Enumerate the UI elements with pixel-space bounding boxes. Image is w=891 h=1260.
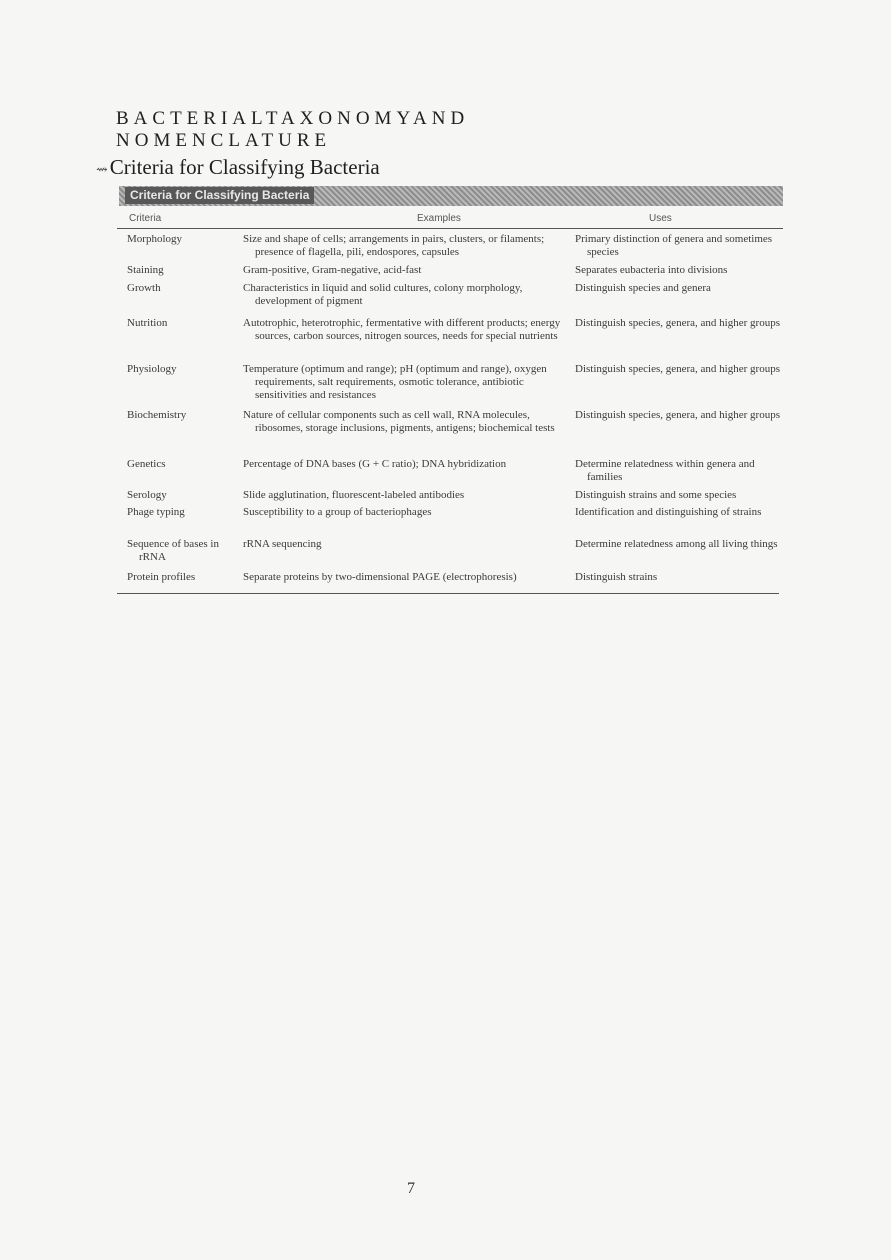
row-criteria: Growth [127,282,161,294]
row-criteria: Nutrition [127,317,168,329]
table-banner [119,186,783,206]
row-examples: Slide agglutination, fluorescent-labeled antibodies [243,489,465,501]
arrow-icon: ⇝ [96,163,108,178]
row-examples: Gram-positive, Gram-negative, acid-fast [243,264,422,276]
row-examples: rRNA sequencing [243,538,322,550]
row-uses: Determine relatedness among all living things [575,538,778,550]
row-criteria: Biochemistry [127,409,187,421]
header-examples: Examples [417,213,461,224]
table-bottom-rule [117,593,779,594]
row-uses: Determine relatedness within genera and families [575,458,755,483]
row-uses: Primary distinction of genera and sometimes species [575,233,773,258]
row-uses: Distinguish species and genera [575,282,711,294]
row-criteria: Sequence of bases in rRNA [127,538,219,563]
row-examples: Susceptibility to a group of bacteriophages [243,506,432,518]
section-title-text: Criteria for Classifying Bacteria [109,155,380,179]
row-criteria: Morphology [127,233,182,245]
row-uses: Distinguish species, genera, and higher groups [575,317,780,329]
header-criteria: Criteria [129,213,162,224]
row-criteria: Genetics [127,458,166,470]
table-banner-title: Criteria for Classifying Bacteria [125,187,314,204]
page-heading: BACTERIALTAXONOMYAND NOMENCLATURE [116,108,470,151]
row-uses: Distinguish species, genera, and higher groups [575,409,780,421]
row-criteria: Phage typing [127,506,185,518]
row-criteria: Staining [127,264,164,276]
row-criteria: Physiology [127,363,177,375]
row-examples: Separate proteins by two-dimensional PAGE (electrophoresis) [243,571,517,583]
row-examples: Size and shape of cells; arrangements in pairs, clusters, or filaments; presence of flagella, pili, endospores, capsules [243,233,545,258]
row-uses: Distinguish strains and some species [575,489,737,501]
row-uses: Identification and distinguishing of strains [575,506,762,518]
row-examples: Characteristics in liquid and solid cultures, colony morphology, development of pigment [243,282,523,307]
criteria-table [117,208,783,583]
row-uses: Distinguish species, genera, and higher groups [575,363,780,375]
table-header [117,208,783,229]
section-title [96,155,380,180]
row-uses: Distinguish strains [575,571,658,583]
row-examples: Temperature (optimum and range); pH (optimum and range), oxygen requirements, salt requirements, osmotic tolerance, antibiotic sensitivities and resistances [243,363,547,401]
row-examples: Percentage of DNA bases (G + C ratio); DNA hybridization [243,458,507,470]
page-number: 7 [407,1180,415,1197]
row-criteria: Serology [127,489,167,501]
row-examples: Nature of cellular components such as cell wall, RNA molecules, ribosomes, storage inclusions, pigments, antigens; biochemical tests [243,409,555,434]
row-criteria: Protein profiles [127,571,196,583]
row-examples: Autotrophic, heterotrophic, fermentative with different products; energy sources, carbon sources, nitrogen sources, needs for special nutrients [243,317,561,342]
header-uses: Uses [649,213,672,224]
row-uses: Separates eubacteria into divisions [575,264,728,276]
